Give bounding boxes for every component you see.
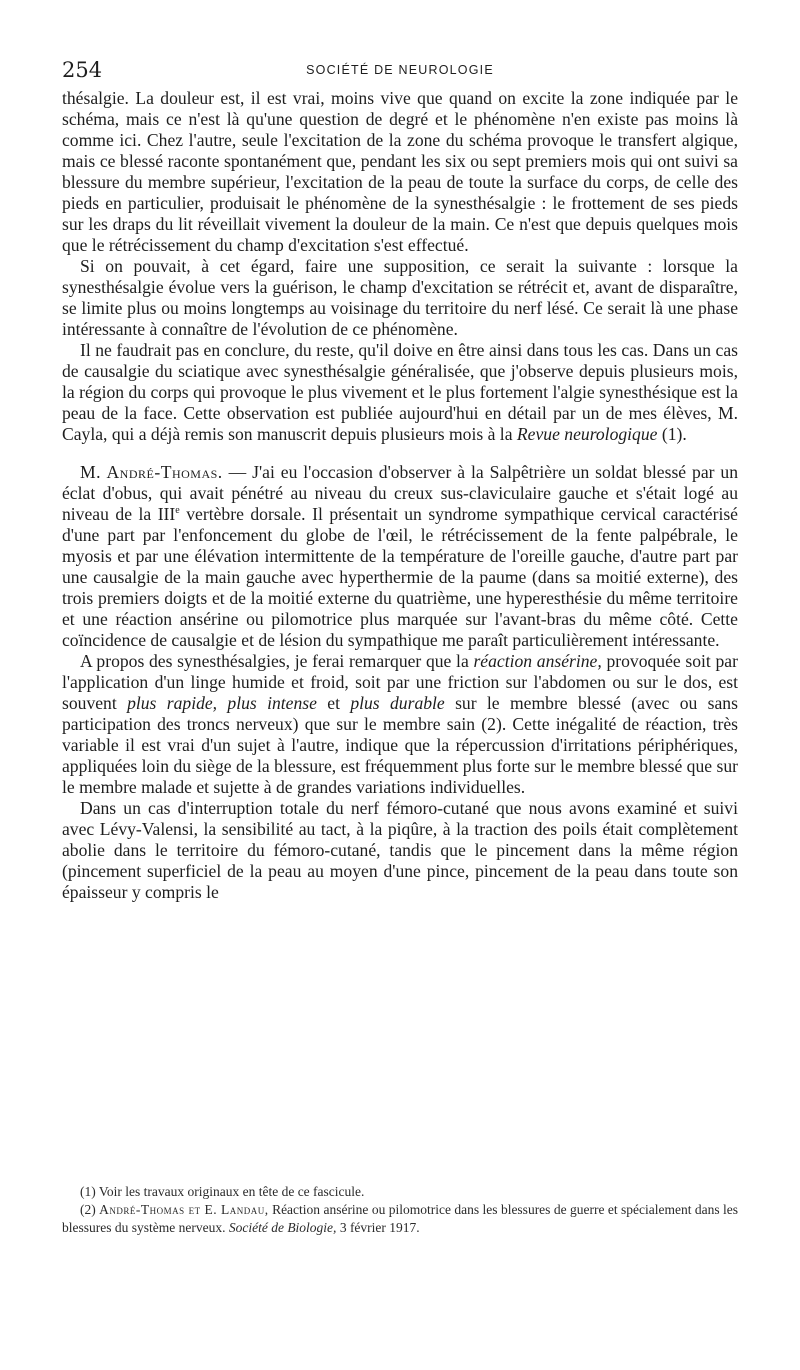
paragraph-text: A propos des synesthésalgies, je ferai remarquer que la — [80, 651, 469, 671]
paragraph — [62, 651, 738, 798]
speaker-paragraph — [62, 462, 738, 651]
emphasis: plus rapide, plus intense — [127, 693, 317, 713]
paragraph-text: provoquée soit par l'application d'un linge humide et froid, soit par une friction sur l'abdomen ou sur le dos, est souvent — [62, 651, 738, 713]
paragraph-text: vertèbre dorsale. Il présentait un syndrome sympathique cervical caractérisé d'une part par l'enfoncement du globe de l'œil, le rétrécissement de la fente palpébrale, le myosis et par une élévation intermittente de la température de l'oreille gauche, d'autre part par une causalgie de la main gauche avec hyperthermie de la paume (dans sa moitié externe), des trois premiers doigts et de la moitié externe du quatrième, une hyperesthésie du même territoire et une réaction ansérine ou pilomotrice plus marquée sur l'avant-bras du même côté. Cette coïncidence de causalgie et de lésion du sympathique me paraît particulièrement intéressante. — [62, 504, 738, 650]
page-header — [62, 58, 738, 88]
paragraph — [62, 340, 738, 445]
footnote-ref: (1). — [661, 424, 687, 444]
footnote-number: (2) — [80, 1202, 96, 1217]
speaker-name: M. André-Thomas. — [80, 462, 223, 482]
footnote-text: Réaction ansérine ou pilomotrice dans les blessures de guerre et spécialement dans les blessures du système nerveux. — [62, 1202, 739, 1235]
footnote-1: (1) Voir les travaux originaux en tête de ce fascicule. — [80, 1184, 365, 1199]
footnote-date: 3 février 1917. — [339, 1220, 420, 1235]
journal-title: Revue neurologique — [516, 424, 658, 444]
paragraph-text: Il ne faudrait pas en conclure, du reste, qu'il doive en être ainsi dans tous les cas. Dans un cas de causalgie du sciatique avec synesthésalgie généralisée, que j'observe depuis plusieurs mois, la région du corps qui provoque le plus vivement et le plus fortement l'algie synesthésique est la peau de la face. Cette observation est publiée aujourd'hui en détail par un de mes élèves, M. Cayla, qui a déjà remis son manuscrit depuis plusieurs mois à la — [62, 340, 738, 444]
paragraph: thésalgie. La douleur est, il est vrai, moins vive que quand on excite la zone indiquée par le schéma, mais ce n'est là qu'une question de degré et le phénomène n'en existe pas moins là comme ici. Chez l'autre, seule l'excitation de la zone du schéma provoque le transfert algique, mais ce blessé raconte spontanément que, pendant les six ou sept premiers mois qui ont suivi sa blessure du membre supérieur, l'excitation de la peau de toute la surface du corps, de celle des pieds en particulier, produisait le phénomène de la synesthésalgie : le frottement de ses pieds sur les draps du lit réveillait vivement la douleur de la main. Ce n'est que depuis quelques mois que le rétrécissement du champ d'excitation s'est effectué. — [62, 88, 738, 255]
footnote-2 — [62, 1201, 738, 1237]
paragraph: Si on pouvait, à cet égard, faire une supposition, ce serait la suivante : lorsque la synesthésalgie évolue vers la guérison, le champ d'excitation se rétrécit et, avant de disparaître, se limite plus ou moins longtemps au voisinage du territoire du nerf lésé. Ce serait là une phase intéressante à connaître de l'évolution de ce phénomène. — [62, 256, 738, 339]
page-number: 254 — [62, 58, 103, 82]
paragraph-text: sur le membre blessé (avec ou sans participation des troncs nerveux) que sur le membre sain (2). Cette inégalité de réaction, très variable il est vrai d'un sujet à l'autre, indique que la répercussion d'irritations périphériques, appliquées loin du siège de la blessure, est fréquemment plus forte sur le membre blessé que sur le membre malade et sujette à de grandes variations individuelles. — [62, 693, 738, 797]
footnotes — [62, 1183, 738, 1237]
body-text — [62, 88, 738, 903]
emphasis: plus durable — [350, 693, 445, 713]
superscript: e — [175, 505, 180, 517]
footnote-source: Société de Biologie, — [228, 1220, 337, 1235]
footnote-authors: André-Thomas et E. Landau, — [99, 1202, 269, 1217]
paragraph-text: et — [327, 693, 340, 713]
running-title: SOCIÉTÉ DE NEUROLOGIE — [306, 63, 494, 77]
emphasis: réaction ansérine, — [473, 651, 602, 671]
paragraph: Dans un cas d'interruption totale du nerf fémoro-cutané que nous avons examiné et suivi avec Lévy-Valensi, la sensibilité au tact, à la piqûre, à la traction des poils était complètement abolie dans le territoire du fémoro-cutané, tandis que le pincement dans la même région (pincement superficiel de la peau au moyen d'une pince, pincement de la peau dans toute son épaisseur y compris le — [62, 798, 738, 902]
paragraph-text: — J'ai eu l'occasion d'observer à la Salpêtrière un soldat blessé par un éclat d'obus, qui avait pénétré au niveau du creux sus-claviculaire gauche et s'était logé au niveau de la III — [62, 462, 738, 524]
